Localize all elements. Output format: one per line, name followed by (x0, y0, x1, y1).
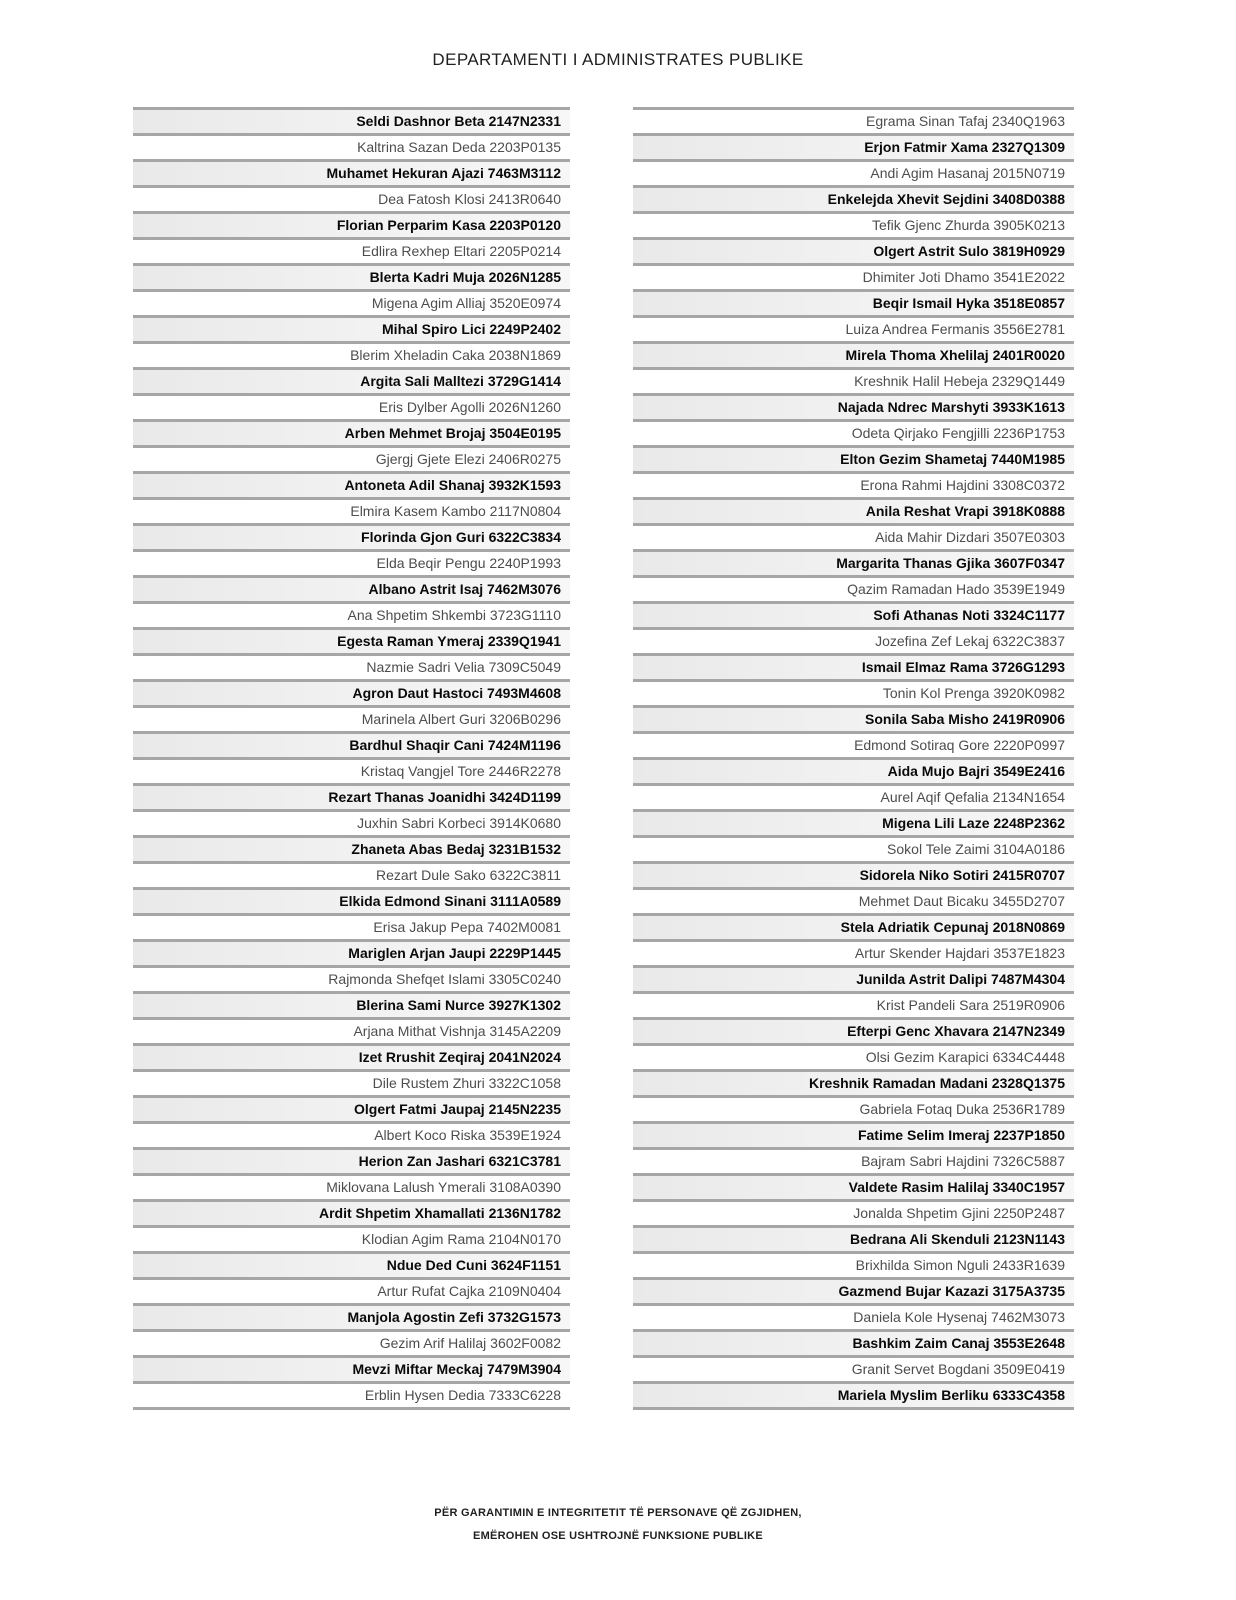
list-item: Edlira Rexhep Eltari 2205P0214 (133, 237, 570, 263)
list-item: Sidorela Niko Sotiri 2415R0707 (633, 861, 1074, 887)
list-item: Arben Mehmet Brojaj 3504E0195 (133, 419, 570, 445)
name-list-column-left (133, 107, 570, 1410)
list-item: Ismail Elmaz Rama 3726G1293 (633, 653, 1074, 679)
list-item: Qazim Ramadan Hado 3539E1949 (633, 575, 1074, 601)
list-item: Daniela Kole Hysenaj 7462M3073 (633, 1303, 1074, 1329)
list-item: Rezart Thanas Joanidhi 3424D1199 (133, 783, 570, 809)
list-item: Migena Agim Alliaj 3520E0974 (133, 289, 570, 315)
list-item: Gjergj Gjete Elezi 2406R0275 (133, 445, 570, 471)
list-item: Sonila Saba Misho 2419R0906 (633, 705, 1074, 731)
list-item: Tonin Kol Prenga 3920K0982 (633, 679, 1074, 705)
list-item: Fatime Selim Imeraj 2237P1850 (633, 1121, 1074, 1147)
list-item: Aida Mahir Dizdari 3507E0303 (633, 523, 1074, 549)
list-item: Valdete Rasim Halilaj 3340C1957 (633, 1173, 1074, 1199)
footer (0, 1502, 1236, 1548)
list-item: Herion Zan Jashari 6321C3781 (133, 1147, 570, 1173)
name-list-column-right (633, 107, 1074, 1410)
list-item: Albert Koco Riska 3539E1924 (133, 1121, 570, 1147)
list-item: Jozefina Zef Lekaj 6322C3837 (633, 627, 1074, 653)
list-item: Anila Reshat Vrapi 3918K0888 (633, 497, 1074, 523)
list-item: Kreshnik Halil Hebeja 2329Q1449 (633, 367, 1074, 393)
list-item: Stela Adriatik Cepunaj 2018N0869 (633, 913, 1074, 939)
list-item: Elda Beqir Pengu 2240P1993 (133, 549, 570, 575)
list-item: Olsi Gezim Karapici 6334C4448 (633, 1043, 1074, 1069)
list-item: Florian Perparim Kasa 2203P0120 (133, 211, 570, 237)
list-item: Beqir Ismail Hyka 3518E0857 (633, 289, 1074, 315)
list-item: Mariglen Arjan Jaupi 2229P1445 (133, 939, 570, 965)
list-item: Erblin Hysen Dedia 7333C6228 (133, 1381, 570, 1407)
list-item: Dhimiter Joti Dhamo 3541E2022 (633, 263, 1074, 289)
name-list (133, 107, 1074, 1410)
list-item: Kreshnik Ramadan Madani 2328Q1375 (633, 1069, 1074, 1095)
list-item: Edmond Sotiraq Gore 2220P0997 (633, 731, 1074, 757)
list-item: Gezim Arif Halilaj 3602F0082 (133, 1329, 570, 1355)
page-title: DEPARTAMENTI I ADMINISTRATES PUBLIKE (432, 50, 804, 69)
list-item: Rajmonda Shefqet Islami 3305C0240 (133, 965, 570, 991)
list-item: Egrama Sinan Tafaj 2340Q1963 (633, 107, 1074, 133)
list-item: Nazmie Sadri Velia 7309C5049 (133, 653, 570, 679)
list-item: Gazmend Bujar Kazazi 3175A3735 (633, 1277, 1074, 1303)
list-item: Kaltrina Sazan Deda 2203P0135 (133, 133, 570, 159)
footer-line-1: PËR GARANTIMIN E INTEGRITETIT TË PERSONAVE QË ZGJIDHEN, (434, 1507, 802, 1519)
list-item: Klodian Agim Rama 2104N0170 (133, 1225, 570, 1251)
list-item: Erisa Jakup Pepa 7402M0081 (133, 913, 570, 939)
list-item: Egesta Raman Ymeraj 2339Q1941 (133, 627, 570, 653)
list-item: Bardhul Shaqir Cani 7424M1196 (133, 731, 570, 757)
list-item: Rezart Dule Sako 6322C3811 (133, 861, 570, 887)
list-item: Junilda Astrit Dalipi 7487M4304 (633, 965, 1074, 991)
list-item: Ndue Ded Cuni 3624F1151 (133, 1251, 570, 1277)
list-item: Olgert Fatmi Jaupaj 2145N2235 (133, 1095, 570, 1121)
list-item: Arjana Mithat Vishnja 3145A2209 (133, 1017, 570, 1043)
list-item: Bedrana Ali Skenduli 2123N1143 (633, 1225, 1074, 1251)
list-item: Brixhilda Simon Nguli 2433R1639 (633, 1251, 1074, 1277)
list-item: Jonalda Shpetim Gjini 2250P2487 (633, 1199, 1074, 1225)
list-item: Luiza Andrea Fermanis 3556E2781 (633, 315, 1074, 341)
list-item: Zhaneta Abas Bedaj 3231B1532 (133, 835, 570, 861)
list-item: Gabriela Fotaq Duka 2536R1789 (633, 1095, 1074, 1121)
list-item: Mihal Spiro Lici 2249P2402 (133, 315, 570, 341)
list-item: Seldi Dashnor Beta 2147N2331 (133, 107, 570, 133)
list-item: Erona Rahmi Hajdini 3308C0372 (633, 471, 1074, 497)
list-item: Migena Lili Laze 2248P2362 (633, 809, 1074, 835)
list-item: Efterpi Genc Xhavara 2147N2349 (633, 1017, 1074, 1043)
list-item: Blerina Sami Nurce 3927K1302 (133, 991, 570, 1017)
list-item: Margarita Thanas Gjika 3607F0347 (633, 549, 1074, 575)
list-item: Dile Rustem Zhuri 3322C1058 (133, 1069, 570, 1095)
list-item: Antoneta Adil Shanaj 3932K1593 (133, 471, 570, 497)
list-item: Andi Agim Hasanaj 2015N0719 (633, 159, 1074, 185)
list-item: Ardit Shpetim Xhamallati 2136N1782 (133, 1199, 570, 1225)
list-item: Sokol Tele Zaimi 3104A0186 (633, 835, 1074, 861)
list-item: Argita Sali Malltezi 3729G1414 (133, 367, 570, 393)
list-item: Agron Daut Hastoci 7493M4608 (133, 679, 570, 705)
list-item: Manjola Agostin Zefi 3732G1573 (133, 1303, 570, 1329)
list-item: Blerim Xheladin Caka 2038N1869 (133, 341, 570, 367)
list-item: Olgert Astrit Sulo 3819H0929 (633, 237, 1074, 263)
list-item: Juxhin Sabri Korbeci 3914K0680 (133, 809, 570, 835)
list-item: Ana Shpetim Shkembi 3723G1110 (133, 601, 570, 627)
list-item: Enkelejda Xhevit Sejdini 3408D0388 (633, 185, 1074, 211)
list-item: Albano Astrit Isaj 7462M3076 (133, 575, 570, 601)
list-item: Bajram Sabri Hajdini 7326C5887 (633, 1147, 1074, 1173)
list-item: Artur Skender Hajdari 3537E1823 (633, 939, 1074, 965)
list-item: Muhamet Hekuran Ajazi 7463M3112 (133, 159, 570, 185)
list-item: Elmira Kasem Kambo 2117N0804 (133, 497, 570, 523)
list-item: Aurel Aqif Qefalia 2134N1654 (633, 783, 1074, 809)
list-item: Izet Rrushit Zeqiraj 2041N2024 (133, 1043, 570, 1069)
list-item: Mariela Myslim Berliku 6333C4358 (633, 1381, 1074, 1407)
list-item: Mevzi Miftar Meckaj 7479M3904 (133, 1355, 570, 1381)
list-item: Erjon Fatmir Xama 2327Q1309 (633, 133, 1074, 159)
list-item: Dea Fatosh Klosi 2413R0640 (133, 185, 570, 211)
list-item: Sofi Athanas Noti 3324C1177 (633, 601, 1074, 627)
list-item: Tefik Gjenc Zhurda 3905K0213 (633, 211, 1074, 237)
list-item: Artur Rufat Cajka 2109N0404 (133, 1277, 570, 1303)
list-item: Aida Mujo Bajri 3549E2416 (633, 757, 1074, 783)
list-item: Marinela Albert Guri 3206B0296 (133, 705, 570, 731)
list-item: Elkida Edmond Sinani 3111A0589 (133, 887, 570, 913)
list-item: Florinda Gjon Guri 6322C3834 (133, 523, 570, 549)
list-item: Miklovana Lalush Ymerali 3108A0390 (133, 1173, 570, 1199)
list-item: Kristaq Vangjel Tore 2446R2278 (133, 757, 570, 783)
list-item: Mirela Thoma Xhelilaj 2401R0020 (633, 341, 1074, 367)
list-item: Krist Pandeli Sara 2519R0906 (633, 991, 1074, 1017)
list-item: Bashkim Zaim Canaj 3553E2648 (633, 1329, 1074, 1355)
list-item: Najada Ndrec Marshyti 3933K1613 (633, 393, 1074, 419)
list-item: Mehmet Daut Bicaku 3455D2707 (633, 887, 1074, 913)
list-item: Odeta Qirjako Fengjilli 2236P1753 (633, 419, 1074, 445)
list-item: Elton Gezim Shametaj 7440M1985 (633, 445, 1074, 471)
list-item: Granit Servet Bogdani 3509E0419 (633, 1355, 1074, 1381)
list-item: Eris Dylber Agolli 2026N1260 (133, 393, 570, 419)
list-item: Blerta Kadri Muja 2026N1285 (133, 263, 570, 289)
footer-line-2: EMËROHEN OSE USHTROJNË FUNKSIONE PUBLIKE (473, 1530, 763, 1542)
